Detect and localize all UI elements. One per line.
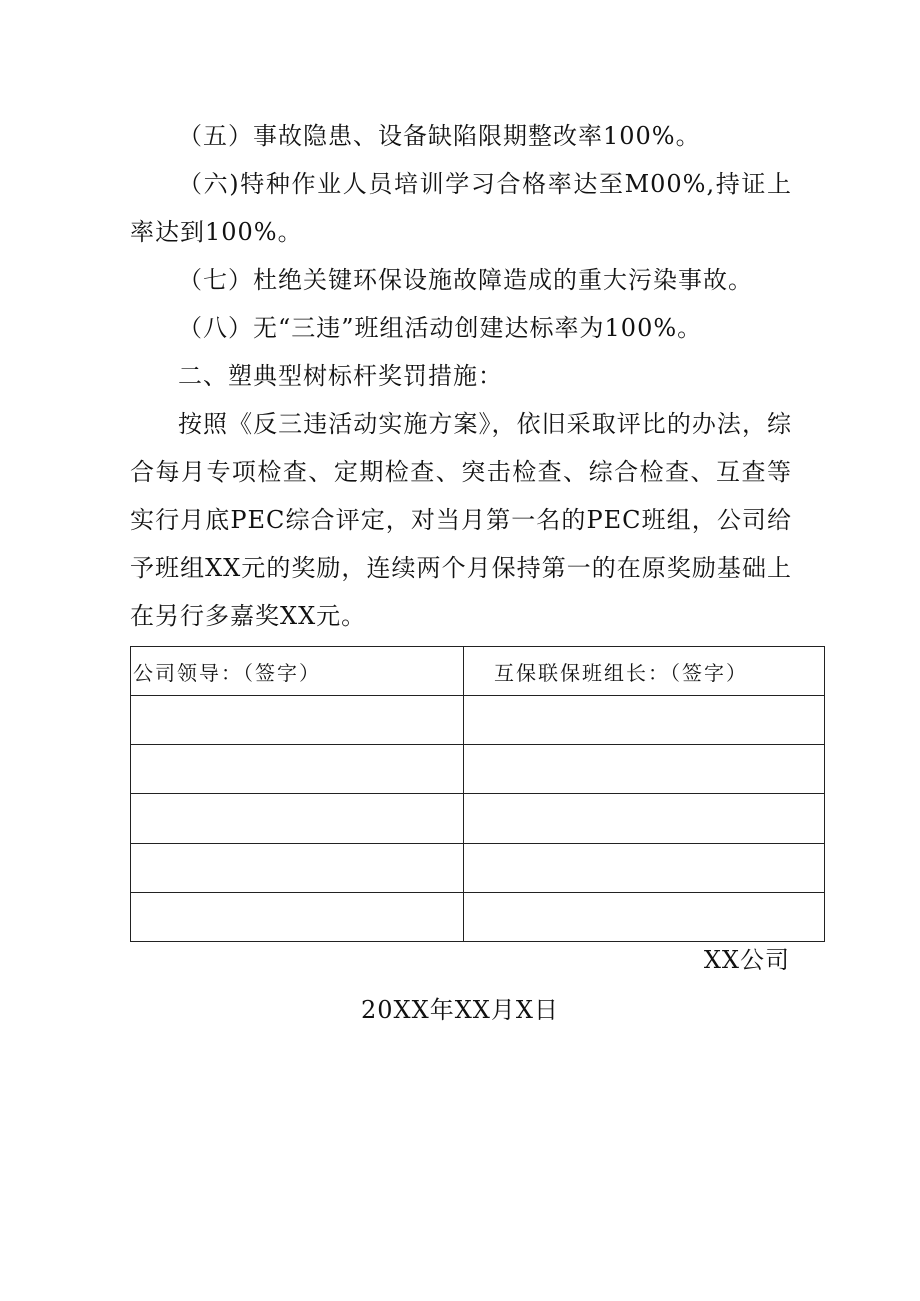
signature-cell-left <box>131 745 464 794</box>
signature-cell-right <box>464 843 825 892</box>
company-name: XX公司 <box>703 946 790 974</box>
signature-cell-left <box>131 843 464 892</box>
goal-item-6: （六)特种作业人员培训学习合格率达至M00%,持证上率达到100%。 <box>130 170 792 246</box>
signature-table <box>130 646 825 942</box>
signature-cell-left <box>131 794 464 843</box>
company-leader-signature-label: 公司领导：（签字） <box>131 647 464 696</box>
signature-cell-right <box>464 794 825 843</box>
signature-header-row <box>131 647 825 696</box>
signature-row <box>131 794 825 843</box>
team-leader-signature-label: 互保联保班组长：（签字） <box>464 647 825 696</box>
section-heading: 二、塑典型树标杆奖罚措施： <box>178 362 503 390</box>
reward-measures-paragraph: 按照《反三违活动实施方案》，依旧采取评比的办法，综合每月专项检查、定期检查、突击检查、综合检查、互查等实行月底PEC综合评定，对当月第一名的PEC班组，公司给予班组XX元的奖励，连续两个月保持第一的在原奖励基础上在另行多嘉奖XX元。 <box>130 410 792 630</box>
goal-item-7: （七）杜绝关键环保设施故障造成的重大污染事故。 <box>178 266 753 294</box>
signature-row <box>131 843 825 892</box>
document-date: 20XX年XX月X日 <box>361 996 559 1024</box>
signature-cell-right <box>464 745 825 794</box>
signature-cell-right <box>464 892 825 941</box>
signature-cell-right <box>464 696 825 745</box>
signature-cell-left <box>131 696 464 745</box>
signature-row <box>131 892 825 941</box>
goal-item-5: （五）事故隐患、设备缺陷限期整改率100%。 <box>178 122 701 150</box>
goal-item-8: （八）无“三违”班组活动创建达标率为100%。 <box>178 314 703 342</box>
signature-cell-left <box>131 892 464 941</box>
document-body <box>130 112 792 640</box>
signature-row <box>131 745 825 794</box>
signature-row <box>131 696 825 745</box>
